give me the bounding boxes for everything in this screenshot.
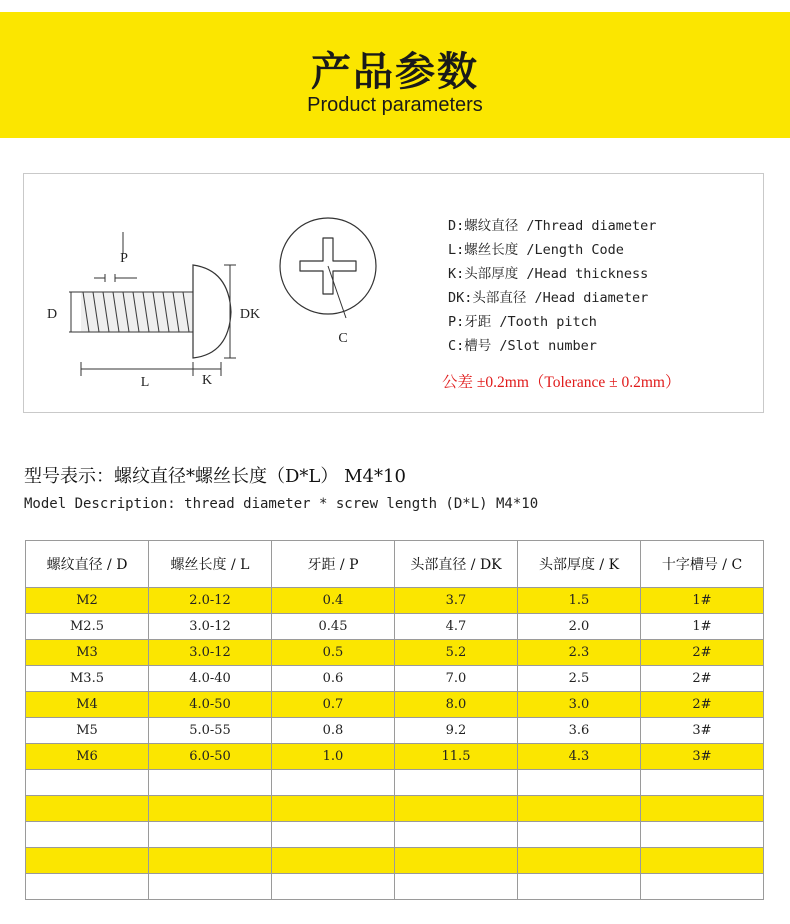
table-row: [26, 874, 764, 900]
table-cell: 2#: [641, 666, 764, 692]
dim-label-l: L: [140, 375, 150, 390]
table-cell: 0.4: [272, 588, 395, 614]
table-cell: [641, 874, 764, 900]
model-description-en: Model Description: thread diameter * screw length (D*L) M4*10: [24, 496, 539, 512]
table-cell: 9.2: [395, 718, 518, 744]
table-row: [26, 614, 764, 640]
table-cell: [149, 848, 272, 874]
table-cell: 11.5: [395, 744, 518, 770]
diagram-panel: [23, 173, 764, 413]
table-cell: M4: [26, 692, 149, 718]
table-cell: 8.0: [395, 692, 518, 718]
table-row: [26, 640, 764, 666]
page-subtitle: Product parameters: [307, 94, 483, 116]
table-cell: [149, 874, 272, 900]
screw-thread-body: [81, 292, 193, 332]
spec-table: [25, 540, 764, 900]
table-row: [26, 692, 764, 718]
table-cell: [26, 848, 149, 874]
table-cell: [149, 822, 272, 848]
table-row: [26, 796, 764, 822]
col-header-d: 螺纹直径 / D: [26, 541, 149, 588]
table-cell: [395, 822, 518, 848]
table-cell: M3: [26, 640, 149, 666]
col-header-p: 牙距 / P: [272, 541, 395, 588]
col-header-dk: 头部直径 / DK: [395, 541, 518, 588]
legend-item-c: C:槽号 /Slot number: [448, 338, 597, 354]
table-cell: 5.2: [395, 640, 518, 666]
screw-head-side: [193, 265, 231, 358]
table-row: [26, 718, 764, 744]
table-cell: 3.6: [518, 718, 641, 744]
table-cell: [26, 796, 149, 822]
table-cell: [26, 874, 149, 900]
table-cell: 3#: [641, 744, 764, 770]
table-cell: 0.7: [272, 692, 395, 718]
table-cell: 1.0: [272, 744, 395, 770]
table-cell: [395, 848, 518, 874]
dim-label-dk: DK: [239, 307, 261, 322]
table-cell: 2#: [641, 692, 764, 718]
table-cell: 5.0-55: [149, 718, 272, 744]
dimension-legend: [448, 214, 656, 358]
table-cell: 2.5: [518, 666, 641, 692]
spec-table-body: [26, 588, 764, 900]
dim-label-d: D: [46, 307, 58, 322]
table-cell: 2.0: [518, 614, 641, 640]
legend-item-p: P:牙距 /Tooth pitch: [448, 314, 597, 330]
dim-label-p: P: [120, 251, 128, 266]
header-banner: [0, 12, 790, 138]
table-cell: [26, 822, 149, 848]
tolerance-note: 公差 ±0.2mm（Tolerance ± 0.2mm）: [442, 374, 681, 391]
table-cell: 4.0-40: [149, 666, 272, 692]
table-cell: 1#: [641, 614, 764, 640]
table-cell: [518, 822, 641, 848]
model-description-cn: 型号表示：螺纹直径*螺丝长度（D*L） M4*10: [24, 466, 406, 487]
table-cell: 7.0: [395, 666, 518, 692]
table-row: [26, 848, 764, 874]
table-cell: M3.5: [26, 666, 149, 692]
table-cell: [149, 770, 272, 796]
table-cell: [272, 848, 395, 874]
col-header-k: 头部厚度 / K: [518, 541, 641, 588]
table-cell: 3.0: [518, 692, 641, 718]
table-cell: 4.7: [395, 614, 518, 640]
table-cell: [272, 796, 395, 822]
table-cell: [518, 848, 641, 874]
table-cell: [26, 770, 149, 796]
table-cell: 3.0-12: [149, 614, 272, 640]
legend-item-l: L:螺丝长度 /Length Code: [448, 242, 624, 258]
table-cell: 0.8: [272, 718, 395, 744]
page-title: 产品参数: [311, 49, 479, 95]
col-header-c: 十字槽号 / C: [641, 541, 764, 588]
table-cell: 0.45: [272, 614, 395, 640]
table-cell: [272, 874, 395, 900]
screw-diagram: [24, 174, 444, 412]
table-row: [26, 744, 764, 770]
table-row: [26, 666, 764, 692]
table-cell: [641, 770, 764, 796]
table-cell: 1#: [641, 588, 764, 614]
table-cell: 0.6: [272, 666, 395, 692]
legend-item-k: K:头部厚度 /Head thickness: [448, 266, 649, 282]
legend-item-dk: DK:头部直径 /Head diameter: [448, 290, 649, 306]
table-cell: 3.7: [395, 588, 518, 614]
col-header-l: 螺丝长度 / L: [149, 541, 272, 588]
table-cell: [149, 796, 272, 822]
dim-label-c: C: [338, 331, 348, 346]
table-cell: 2.0-12: [149, 588, 272, 614]
table-row: [26, 588, 764, 614]
table-cell: 3.0-12: [149, 640, 272, 666]
table-row: [26, 770, 764, 796]
table-cell: [272, 822, 395, 848]
table-row: [26, 822, 764, 848]
table-cell: 0.5: [272, 640, 395, 666]
table-cell: M2.5: [26, 614, 149, 640]
table-cell: [395, 770, 518, 796]
table-cell: [395, 796, 518, 822]
table-cell: 4.3: [518, 744, 641, 770]
table-cell: [641, 796, 764, 822]
table-cell: [518, 796, 641, 822]
legend-item-d: D:螺纹直径 /Thread diameter: [448, 218, 657, 234]
table-cell: 2#: [641, 640, 764, 666]
table-cell: 3#: [641, 718, 764, 744]
table-cell: [518, 770, 641, 796]
dim-label-k: K: [201, 373, 213, 388]
table-cell: 2.3: [518, 640, 641, 666]
table-cell: [518, 874, 641, 900]
table-cell: [641, 822, 764, 848]
table-cell: 4.0-50: [149, 692, 272, 718]
table-cell: [641, 848, 764, 874]
table-cell: 6.0-50: [149, 744, 272, 770]
table-cell: [395, 874, 518, 900]
table-header-row: [26, 541, 764, 588]
table-cell: M2: [26, 588, 149, 614]
table-cell: 1.5: [518, 588, 641, 614]
table-cell: M5: [26, 718, 149, 744]
table-cell: M6: [26, 744, 149, 770]
table-cell: [272, 770, 395, 796]
